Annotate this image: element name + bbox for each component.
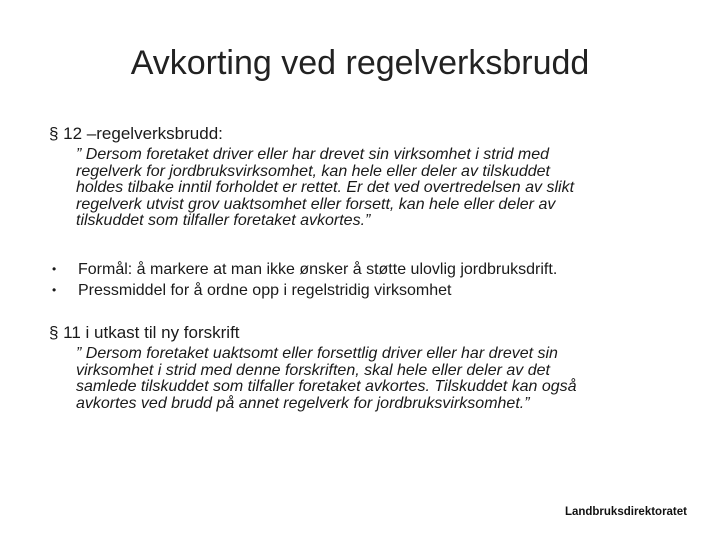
quote-line: virksomhet i strid med denne forskriften, skal hele eller deler av det <box>76 361 550 379</box>
section-heading-paragraph-12: § 12 –regelverksbrudd: <box>49 124 223 143</box>
bullet-dot: • <box>52 262 57 276</box>
quote-paragraph-11 <box>76 346 676 412</box>
bullet-item <box>49 259 557 280</box>
quote-line: regelverk for jordbruksvirksomhet, kan hele eller deler av tilskuddet <box>76 162 550 180</box>
quote-line: regelverk utvist grov uaktsomhet eller forsett, kan hele eller deler av <box>76 195 556 213</box>
quote-line: ” Dersom foretaket driver eller har drevet sin virksomhet i strid med <box>76 146 550 163</box>
quote-line: avkortes ved brudd på annet regelverk for jordbruksvirksomhet.” <box>76 394 530 412</box>
section-heading-paragraph-11: § 11 i utkast til ny forskrift <box>49 323 240 342</box>
quote-line: holdes tilbake inntil forholdet er rettet. Er det ved overtredelsen av slikt <box>76 179 575 196</box>
bullet-list <box>49 259 557 301</box>
bullet-item <box>49 280 557 301</box>
quote-line: ” Dersom foretaket uaktsomt eller forsettlig driver eller har drevet sin <box>76 345 558 362</box>
quote-line: tilskuddet som tilfaller foretaket avkortes.” <box>76 212 371 229</box>
quote-line: samlede tilskuddet som tilfaller foretaket avkortes. Tilskuddet kan også <box>76 378 577 395</box>
quote-paragraph-12 <box>76 147 676 230</box>
bullet-text: Formål: å markere at man ikke ønsker å støtte ulovlig jordbruksdrift. <box>78 261 558 278</box>
slide-title: Avkorting ved regelverksbrudd <box>130 44 590 82</box>
organization-logo: Landbruksdirektoratet <box>564 506 687 518</box>
bullet-dot: • <box>52 283 57 297</box>
bullet-text: Pressmiddel for å ordne opp i regelstridig virksomhet <box>78 282 452 299</box>
